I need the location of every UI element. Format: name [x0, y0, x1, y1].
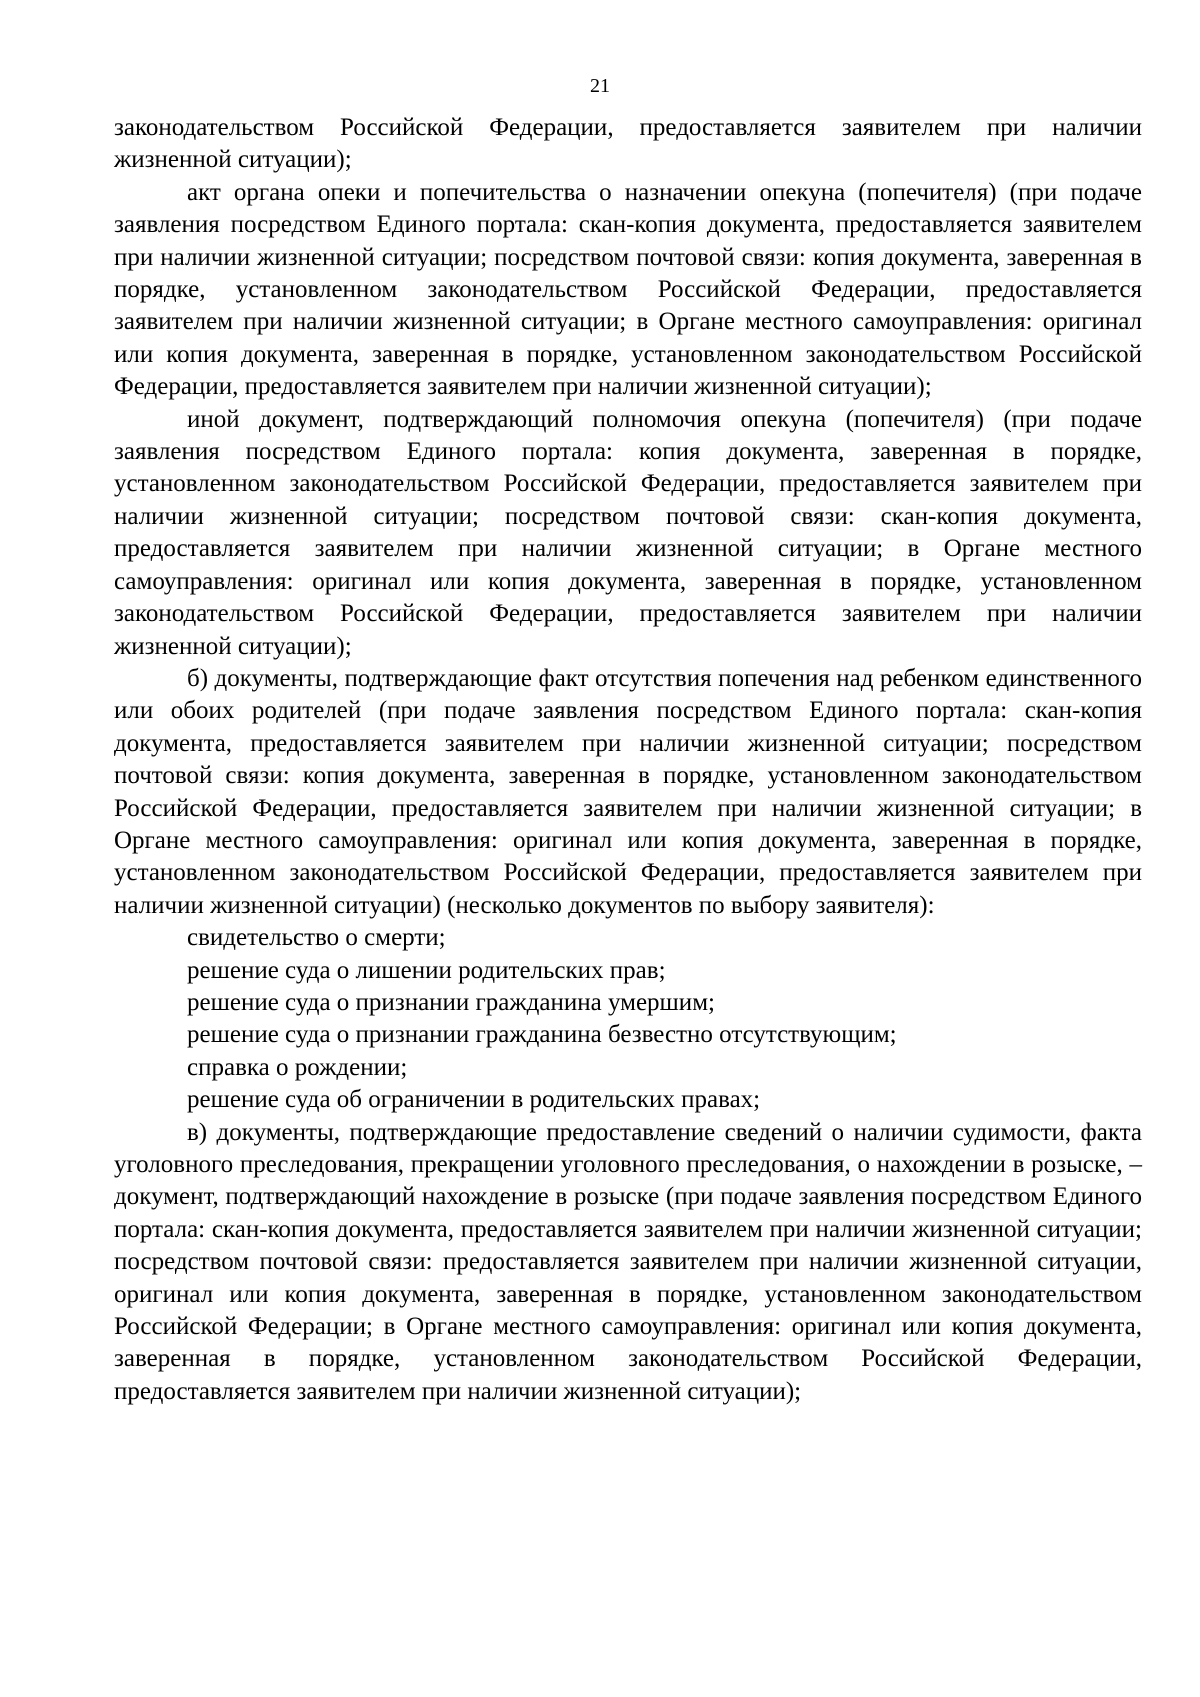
paragraph-item-v: в) документы, подтверждающие предоставление сведений о наличии судимости, факта уголовного преследования, прекращении уголовного преследования, о нахождении в розыске, – документ, подтверждающий нахождение в розыске (при подаче заявления посредством Единого портала: скан-копия документа, предоставляется заявителем при наличии жизненной ситуации; посредством почтовой связи: предоставляется заявителем при наличии жизненной ситуации, оригинал или копия документа, заверенная в порядке, установленном законодательством Российской Федерации; в Органе местного самоуправления: оригинал или копия документа, заверенная в порядке, установленном законодательством Российской Федерации, предоставляется заявителем при наличии жизненной ситуации); [114, 1118, 1142, 1405]
list-item-restriction-of-rights: решение суда об ограничении в родительских правах; [187, 1086, 761, 1114]
list-item-deprivation-of-rights: решение суда о лишении родительских прав; [187, 956, 666, 984]
list-item-declared-missing: решение суда о признании гражданина безвестно отсутствующим; [187, 1021, 897, 1049]
page-number: 21 [590, 75, 610, 97]
paragraph-guardian-authority-document: иной документ, подтверждающий полномочия опекуна (попечителя) (при подаче заявления посредством Единого портала: копия документа, заверенная в порядке, установленном законодательством Российской Федерации, предоставляется заявителем при наличии жизненной ситуации; посредством почтовой связи: скан-копия документа, предоставляется заявителем при наличии жизненной ситуации; в Органе местного самоуправления: оригинал или копия документа, заверенная в порядке, установленном законодательством Российской Федерации, предоставляется заявителем при наличии жизненной ситуации); [114, 405, 1142, 660]
paragraph-item-b: б) документы, подтверждающие факт отсутствия попечения над ребенком единственного или обоих родителей (при подаче заявления посредством Единого портала: скан-копия документа, предоставляется заявителем при наличии жизненной ситуации; посредством почтовой связи: копия документа, заверенная в порядке, установленном законодательством Российской Федерации, предоставляется заявителем при наличии жизненной ситуации; в Органе местного самоуправления: оригинал или копия документа, заверенная в порядке, установленном законодательством Российской Федерации, предоставляется заявителем при наличии жизненной ситуации) (несколько документов по выбору заявителя): [114, 664, 1142, 919]
paragraph-guardianship-act: акт органа опеки и попечительства о назначении опекуна (попечителя) (при подаче заявления посредством Единого портала: скан-копия документа, предоставляется заявителем при наличии жизненной ситуации; посредством почтовой связи: копия документа, заверенная в порядке, установленном законодательством Российской Федерации, предоставляется заявителем при наличии жизненной ситуации; в Органе местного самоуправления: оригинал или копия документа, заверенная в порядке, установленном законодательством Российской Федерации, предоставляется заявителем при наличии жизненной ситуации); [114, 178, 1142, 401]
paragraph-continuation: законодательством Российской Федерации, предоставляется заявителем при наличии жизненной ситуации); [114, 114, 1142, 174]
document-body [114, 112, 1142, 1408]
list-item-birth-certificate: справка о рождении; [187, 1053, 408, 1081]
list-item-declared-dead: решение суда о признании гражданина умершим; [187, 988, 715, 1016]
list-item-death-certificate: свидетельство о смерти; [187, 924, 446, 952]
